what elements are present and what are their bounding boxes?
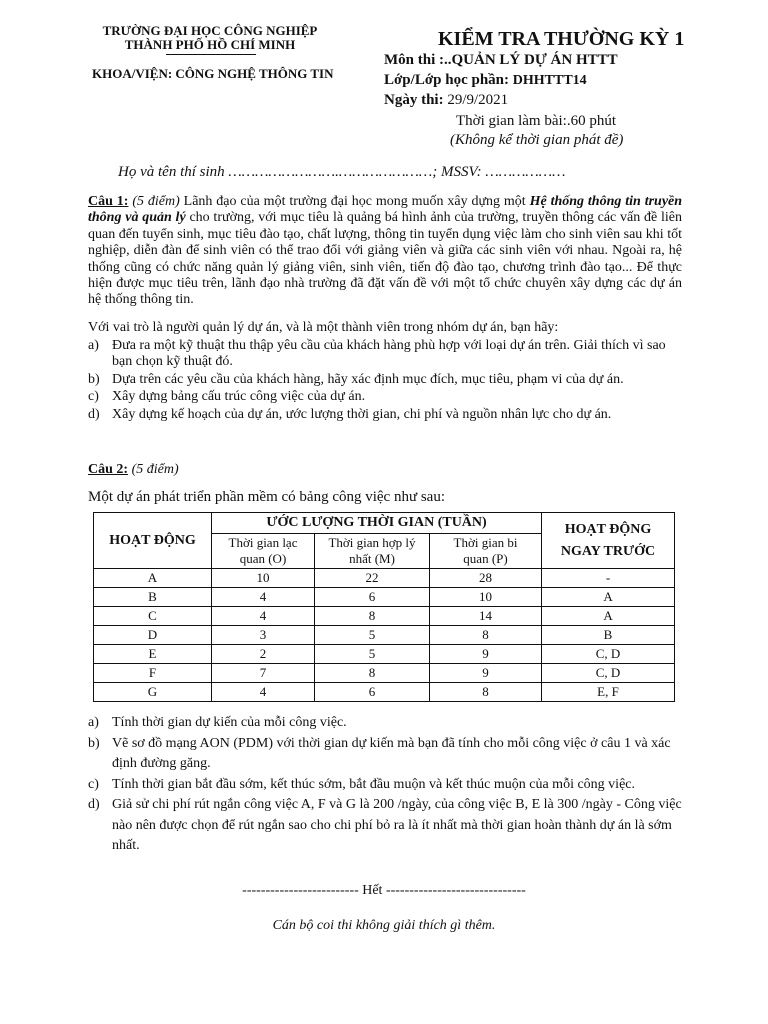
cell-most-likely: 8 xyxy=(315,607,430,626)
header-divider xyxy=(166,54,256,55)
header-optimistic xyxy=(212,534,315,569)
question1-paragraph xyxy=(88,194,682,309)
table-row xyxy=(94,588,675,607)
cell-optimistic: 2 xyxy=(212,645,315,664)
question1-system-name: Hệ thống thông tin truyền thông và quản lý xyxy=(88,194,683,226)
cell-activity: A xyxy=(94,569,212,588)
student-info-line: Họ và tên thí sinh …………………….…………………; MSSV: ……………… xyxy=(118,164,566,180)
cell-optimistic: 4 xyxy=(212,683,315,702)
table-row xyxy=(94,645,675,664)
cell-pessimistic: 9 xyxy=(430,664,542,683)
question1-item-b xyxy=(88,372,682,388)
item-marker: a) xyxy=(88,715,99,730)
cell-optimistic: 3 xyxy=(212,626,315,645)
cell-pessimistic: 28 xyxy=(430,569,542,588)
question1-item-d xyxy=(88,407,682,423)
class-label: Lớp/Lớp học phần: xyxy=(384,72,509,88)
question1-item-a xyxy=(88,338,682,371)
item-text: Vẽ sơ đồ mạng AON (PDM) với thời gian dự kiến mà bạn đã tính cho mỗi công việc ở câu 1 và xác định đường găng. xyxy=(112,735,671,771)
item-marker: b) xyxy=(88,371,100,387)
header-most-likely-line2: nhất (M) xyxy=(349,551,395,566)
item-text: Giả sử chi phí rút ngắn công việc A, F và G là 200 /ngày, của công việc B, E là 300 /ngày - Công việc nào nên được chọn để rút ngắn sao cho chi phí bỏ ra là ít nhất mà thời gian hoàn thành dự án là sớm nhất. xyxy=(112,797,682,853)
header-activity: HOẠT ĐỘNG xyxy=(94,513,212,569)
item-marker: d) xyxy=(88,406,100,422)
header-pessimistic-line2: quan (P) xyxy=(463,551,508,566)
item-text: Dựa trên các yêu cầu của khách hàng, hãy xác định mục đích, mục tiêu, phạm vi của dự án. xyxy=(112,371,624,387)
question2-item-c xyxy=(88,775,682,796)
proctor-note: Cán bộ coi thi không giải thích gì thêm. xyxy=(272,918,496,933)
item-marker: c) xyxy=(88,389,99,405)
cell-pessimistic: 14 xyxy=(430,607,542,626)
cell-activity: E xyxy=(94,645,212,664)
activity-table xyxy=(93,512,675,702)
cell-most-likely: 5 xyxy=(315,645,430,664)
item-text: Xây dựng bảng cấu trúc công việc của dự án. xyxy=(112,389,366,405)
cell-most-likely: 6 xyxy=(315,588,430,607)
question2-item-a xyxy=(88,713,682,734)
cell-pessimistic: 8 xyxy=(430,626,542,645)
cell-activity: G xyxy=(94,683,212,702)
cell-predecessor: C, D xyxy=(542,664,675,683)
question1-points: (5 điểm) xyxy=(132,194,180,209)
item-marker: b) xyxy=(88,735,100,751)
header-predecessor-line1: HOẠT ĐỘNG xyxy=(564,521,652,537)
cell-optimistic: 4 xyxy=(212,588,315,607)
cell-predecessor: - xyxy=(542,569,675,588)
cell-predecessor: A xyxy=(542,607,675,626)
question2-intro: Một dự án phát triển phần mềm có bảng công việc như sau: xyxy=(88,489,446,505)
question2-heading xyxy=(88,462,179,478)
cell-pessimistic: 8 xyxy=(430,683,542,702)
header-pessimistic-line1: Thời gian bi xyxy=(453,535,518,550)
table-row xyxy=(94,683,675,702)
exam-title: KIỂM TRA THƯỜNG KỲ 1 xyxy=(438,28,685,50)
header-pessimistic xyxy=(430,534,542,569)
faculty-name: KHOA/VIỆN: CÔNG NGHỆ THÔNG TIN xyxy=(92,66,334,81)
header-predecessor-line2: NGAY TRƯỚC xyxy=(560,543,656,559)
cell-optimistic: 7 xyxy=(212,664,315,683)
table-row xyxy=(94,607,675,626)
item-marker: c) xyxy=(88,776,99,792)
question2-points: (5 điểm) xyxy=(131,462,179,477)
header-predecessor xyxy=(542,513,675,569)
header-time-estimate: ƯỚC LƯỢNG THỜI GIAN (TUẦN) xyxy=(212,513,542,534)
cell-activity: C xyxy=(94,607,212,626)
table-row xyxy=(94,664,675,683)
cell-most-likely: 22 xyxy=(315,569,430,588)
class-value: DHHTTT14 xyxy=(512,73,587,88)
question2-title: Câu 2: xyxy=(88,462,129,477)
university-name-line1: TRƯỜNG ĐẠI HỌC CÔNG NGHIỆP xyxy=(102,23,318,38)
cell-activity: D xyxy=(94,626,212,645)
cell-predecessor: E, F xyxy=(542,683,675,702)
cell-pessimistic: 10 xyxy=(430,588,542,607)
cell-most-likely: 6 xyxy=(315,683,430,702)
header-optimistic-line1: Thời gian lạc xyxy=(228,535,298,550)
table-row xyxy=(94,626,675,645)
cell-optimistic: 10 xyxy=(212,569,315,588)
header-most-likely xyxy=(315,534,430,569)
subject-value: ..QUẢN LÝ DỰ ÁN HTTT xyxy=(444,52,618,68)
header-most-likely-line1: Thời gian hợp lý xyxy=(328,535,416,550)
question2-task-list xyxy=(88,713,682,857)
header-optimistic-line2: quan (O) xyxy=(239,551,287,566)
subject-label: Môn thi : xyxy=(384,52,444,68)
cell-pessimistic: 9 xyxy=(430,645,542,664)
cell-predecessor: C, D xyxy=(542,645,675,664)
cell-predecessor: B xyxy=(542,626,675,645)
cell-optimistic: 4 xyxy=(212,607,315,626)
item-marker: d) xyxy=(88,797,100,812)
question1-title: Câu 1: xyxy=(88,194,129,209)
date-value: 29/9/2021 xyxy=(447,92,509,108)
item-text: Xây dựng kế hoạch của dự án, ước lượng thời gian, chi phí và nguồn nhân lực cho dự án. xyxy=(112,406,612,422)
university-name-line2: THÀNH PHỐ HỒ CHÍ MINH xyxy=(124,37,296,52)
cell-most-likely: 8 xyxy=(315,664,430,683)
table-row xyxy=(94,569,675,588)
question2-item-b xyxy=(88,734,682,775)
class-line xyxy=(384,72,587,89)
question1-intro: Với vai trò là người quản lý dự án, và là một thành viên trong nhóm dự án, bạn hãy: xyxy=(88,320,559,335)
item-marker: a) xyxy=(88,338,99,353)
question1-task-list xyxy=(88,338,682,424)
item-text: Tính thời gian dự kiến của mỗi công việc. xyxy=(112,715,347,730)
end-of-exam-marker: ------------------------- Hết ------------------------------ xyxy=(242,883,526,898)
date-label: Ngày thi: xyxy=(384,92,444,108)
cell-most-likely: 5 xyxy=(315,626,430,645)
exam-duration: Thời gian làm bài:.60 phút xyxy=(456,113,616,129)
item-text: Tính thời gian bắt đầu sớm, kết thúc sớm, bắt đầu muộn và kết thúc muộn của mỗi công việc. xyxy=(112,776,635,792)
question2-item-d xyxy=(88,795,682,857)
cell-predecessor: A xyxy=(542,588,675,607)
date-line xyxy=(384,92,508,109)
cell-activity: F xyxy=(94,664,212,683)
duration-note: (Không kể thời gian phát đề) xyxy=(450,132,624,148)
question1-text-after: cho trường, với mục tiêu là quảng bá hình ảnh của trường, truyền thông các vấn đề liên quan đến tuyển sinh, mục tiêu đào tạo, chất lượng, thông tin tuyển dụng việc làm cho sinh viên sau khi tốt nghiệp, diễn đàn để sinh viên có thể trao đổi với giảng viên và giữa các sinh viên với nhau. Ngoài ra, hệ thống cũng có chức năng quản lý giảng viên, sinh viên, tiến độ đào tạo, chương trình đào tạo... Để thực hiện được mục tiêu trên, lãnh đạo nhà trường đã đặt vấn đề với một tổ chức chuyên xây dựng các dự án hệ thống thông tin. xyxy=(88,210,683,308)
subject-line xyxy=(384,52,618,69)
question1-text-before: Lãnh đạo của một trường đại học mong muốn xây dựng một xyxy=(183,194,526,209)
item-text: Đưa ra một kỹ thuật thu thập yêu cầu của khách hàng phù hợp với loại dự án trên. Giải thích vì sao bạn chọn kỹ thuật đó. xyxy=(112,338,666,370)
question1-item-c xyxy=(88,389,682,405)
cell-activity: B xyxy=(94,588,212,607)
